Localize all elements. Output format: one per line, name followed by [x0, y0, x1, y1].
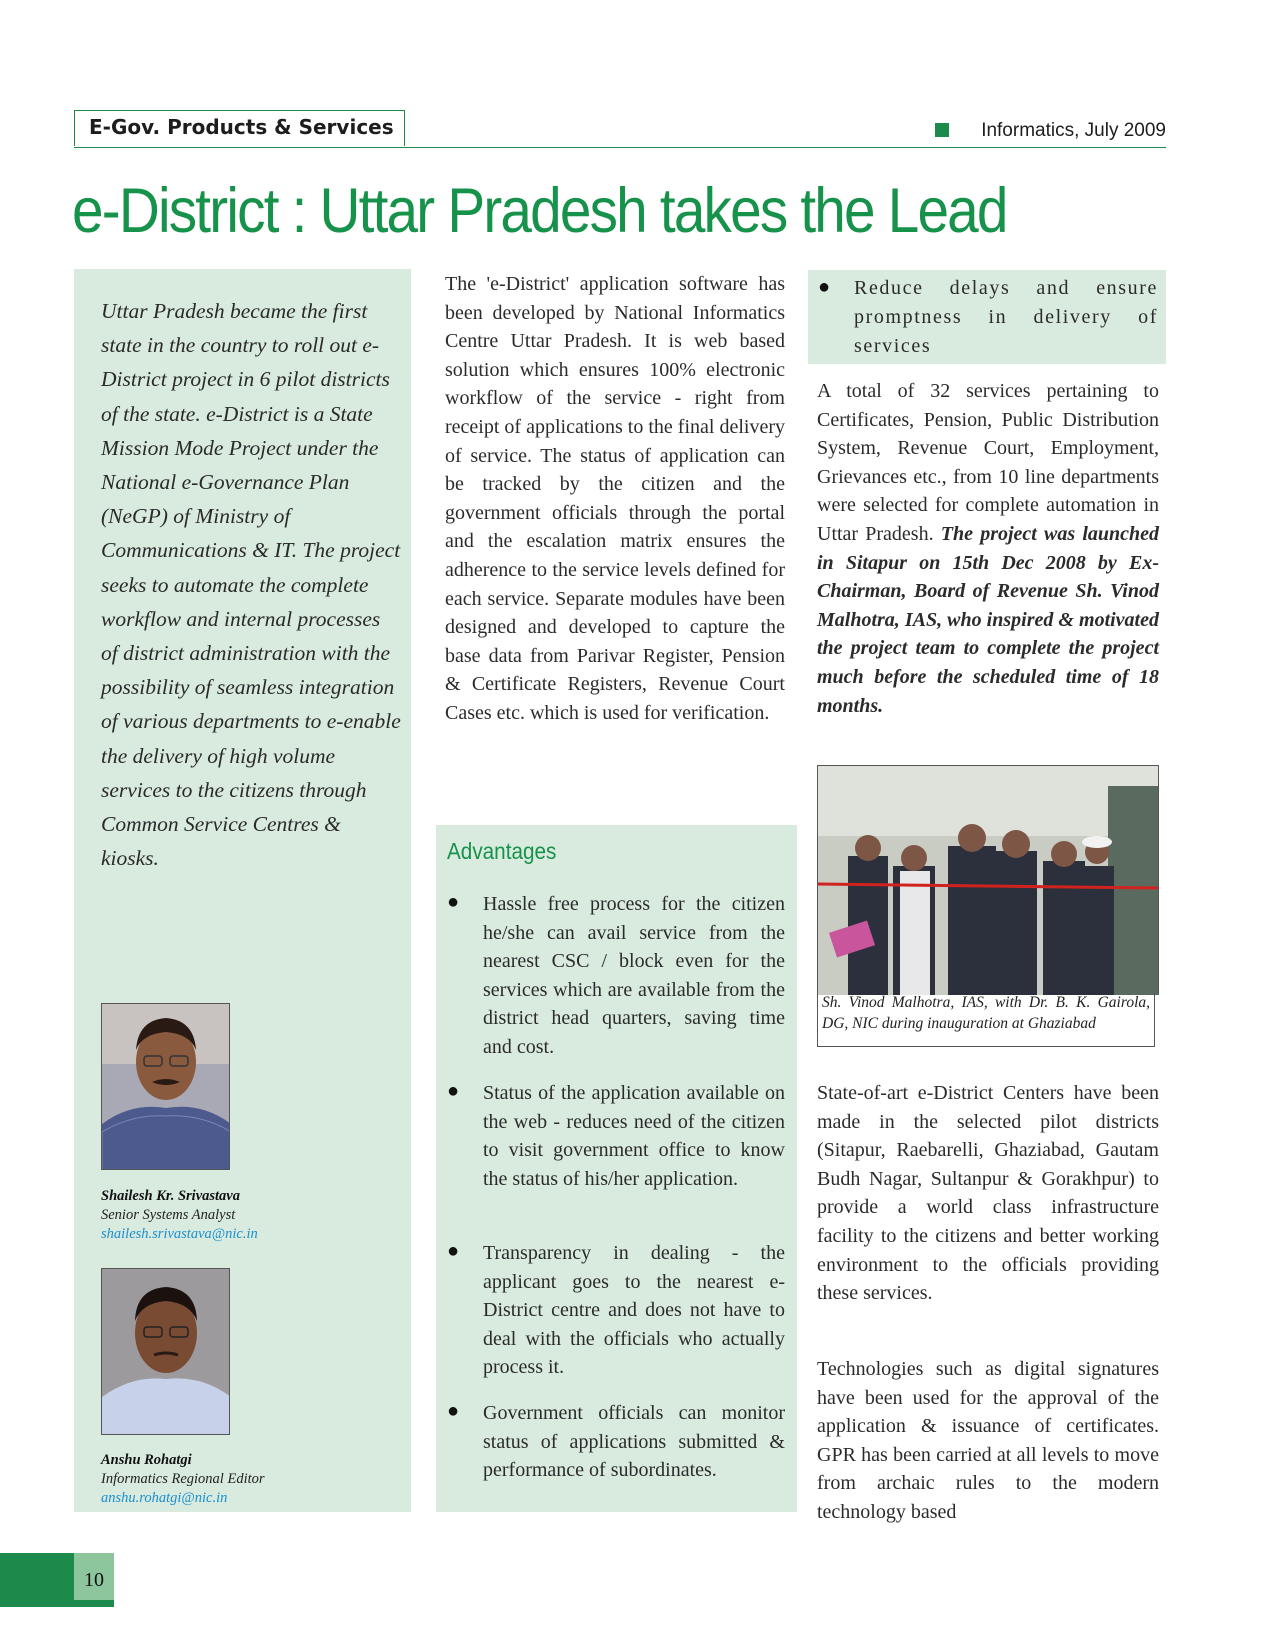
bullet-icon: ● [818, 276, 831, 298]
author-1-role: Senior Systems Analyst [101, 1207, 236, 1223]
author-2-role: Informatics Regional Editor [101, 1471, 265, 1487]
middle-intro-paragraph: The 'e-District' application software has been developed by National Informatics Centre Uttar Pradesh. It is web based solution which ensures 100% electronic workflow of the service - right from receipt of applications to the final delivery of service. The status of application can be tracked by the citizen and the government officials through the portal and the escalation matrix ensures the adherence to the service levels defined for each service. Separate modules have been designed and developed to capture the base data from Parivar Register, Pension & Certificate Registers, Revenue Court Cases etc. which is used for verification. [445, 273, 785, 724]
page-header [74, 110, 1166, 148]
right-paragraph-2: State-of-art e-District Centers have been made in the selected pilot districts (Sitapur, Raebarelli, Ghaziabad, Gautam Budh Nagar, Sultanpur & Gorakhpur) to provide a world class infrastructure facility to the citizens and better working environment to the officials providing these services. [817, 1082, 1159, 1305]
lead-text: Uttar Pradesh became the first state in the country to roll out e-District project in 6 pilot districts of the state. e-District is a State Mission Mode Project under the National e-Governance Plan (NeGP) of Ministry of Communications & IT. The project seeks to automate the complete workflow and internal processes of district administration with the possibility of seamless integration of various departments to e-enable the delivery of high volume services to the citizens through Common Service Centres & kiosks. [101, 299, 401, 871]
right-bullet-item: Reduce delays and ensure promptness in delivery of services [854, 277, 1158, 357]
issue-label [935, 120, 1166, 142]
author-photo-2-image [102, 1269, 230, 1435]
bullet-icon: ● [447, 891, 460, 913]
issue-text: Informatics, July 2009 [981, 120, 1166, 141]
bullet-icon: ● [447, 1080, 460, 1102]
right-paragraph-3: Technologies such as digital signatures have been used for the approval of the application & issuance of certificates. GPR has been carried at all levels to move from archaic rules to the modern technology based [817, 1358, 1159, 1523]
footer-light-strip [74, 1553, 114, 1560]
green-square-icon [935, 123, 949, 137]
footer-green-block [0, 1553, 74, 1607]
author-2-name: Anshu Rohatgi [101, 1452, 192, 1468]
article-title: e-District : Uttar Pradesh takes the Lead [72, 176, 1007, 246]
right-paragraph-1-emphasis: The project was launched in Sitapur on 15th Dec 2008 by Ex-Chairman, Board of Revenue Sh. Vinod Malhotra, IAS, who inspired & motivated the project team to complete the project much before the scheduled time of 18 months. [817, 522, 1160, 717]
advantage-item-4: Government officials can monitor status of applications submitted & performance of subordinates. [483, 1402, 785, 1482]
author-photo-1 [101, 1003, 230, 1170]
author-2-email[interactable]: anshu.rohatgi@nic.in [101, 1490, 228, 1506]
advantage-item-3: Transparency in dealing - the applicant goes to the nearest e-District centre and does not have to deal with the officials who actually process it. [483, 1242, 785, 1379]
bullet-icon: ● [447, 1240, 460, 1262]
right-paragraph-1-text: A total of 32 services pertaining to Certificates, Pension, Public Distribution System, Revenue Court, Employment, Grievances etc., from 10 line departments were selected for complete automation in Uttar Pradesh. [817, 380, 1159, 545]
inauguration-photo-image [818, 766, 1159, 995]
advantage-item-1: Hassle free process for the citizen he/she can avail service from the nearest CSC / block even for the services which are available from the district head quarters, saving time and cost. [483, 893, 785, 1058]
right-paragraph-1 [817, 377, 1159, 720]
page-number: 10 [74, 1560, 114, 1600]
bullet-icon: ● [447, 1400, 460, 1422]
footer-dark-strip [74, 1600, 114, 1607]
author-2 [101, 1451, 265, 1508]
author-1 [101, 1187, 258, 1244]
author-1-name: Shailesh Kr. Srivastava [101, 1188, 240, 1204]
advantage-item-2: Status of the application available on the web - reduces need of the citizen to visit government office to know the status of his/her application. [483, 1082, 785, 1190]
author-photo-2 [101, 1268, 230, 1435]
section-tag: E-Gov. Products & Services [74, 110, 405, 146]
advantages-heading: Advantages [447, 838, 557, 864]
inauguration-photo [817, 765, 1159, 995]
photo-caption: Sh. Vinod Malhotra, IAS, with Dr. B. K. Gairola, DG, NIC during inauguration at Ghaziabad [817, 993, 1155, 1047]
author-1-email[interactable]: shailesh.srivastava@nic.in [101, 1226, 258, 1242]
author-photo-1-image [102, 1004, 230, 1170]
